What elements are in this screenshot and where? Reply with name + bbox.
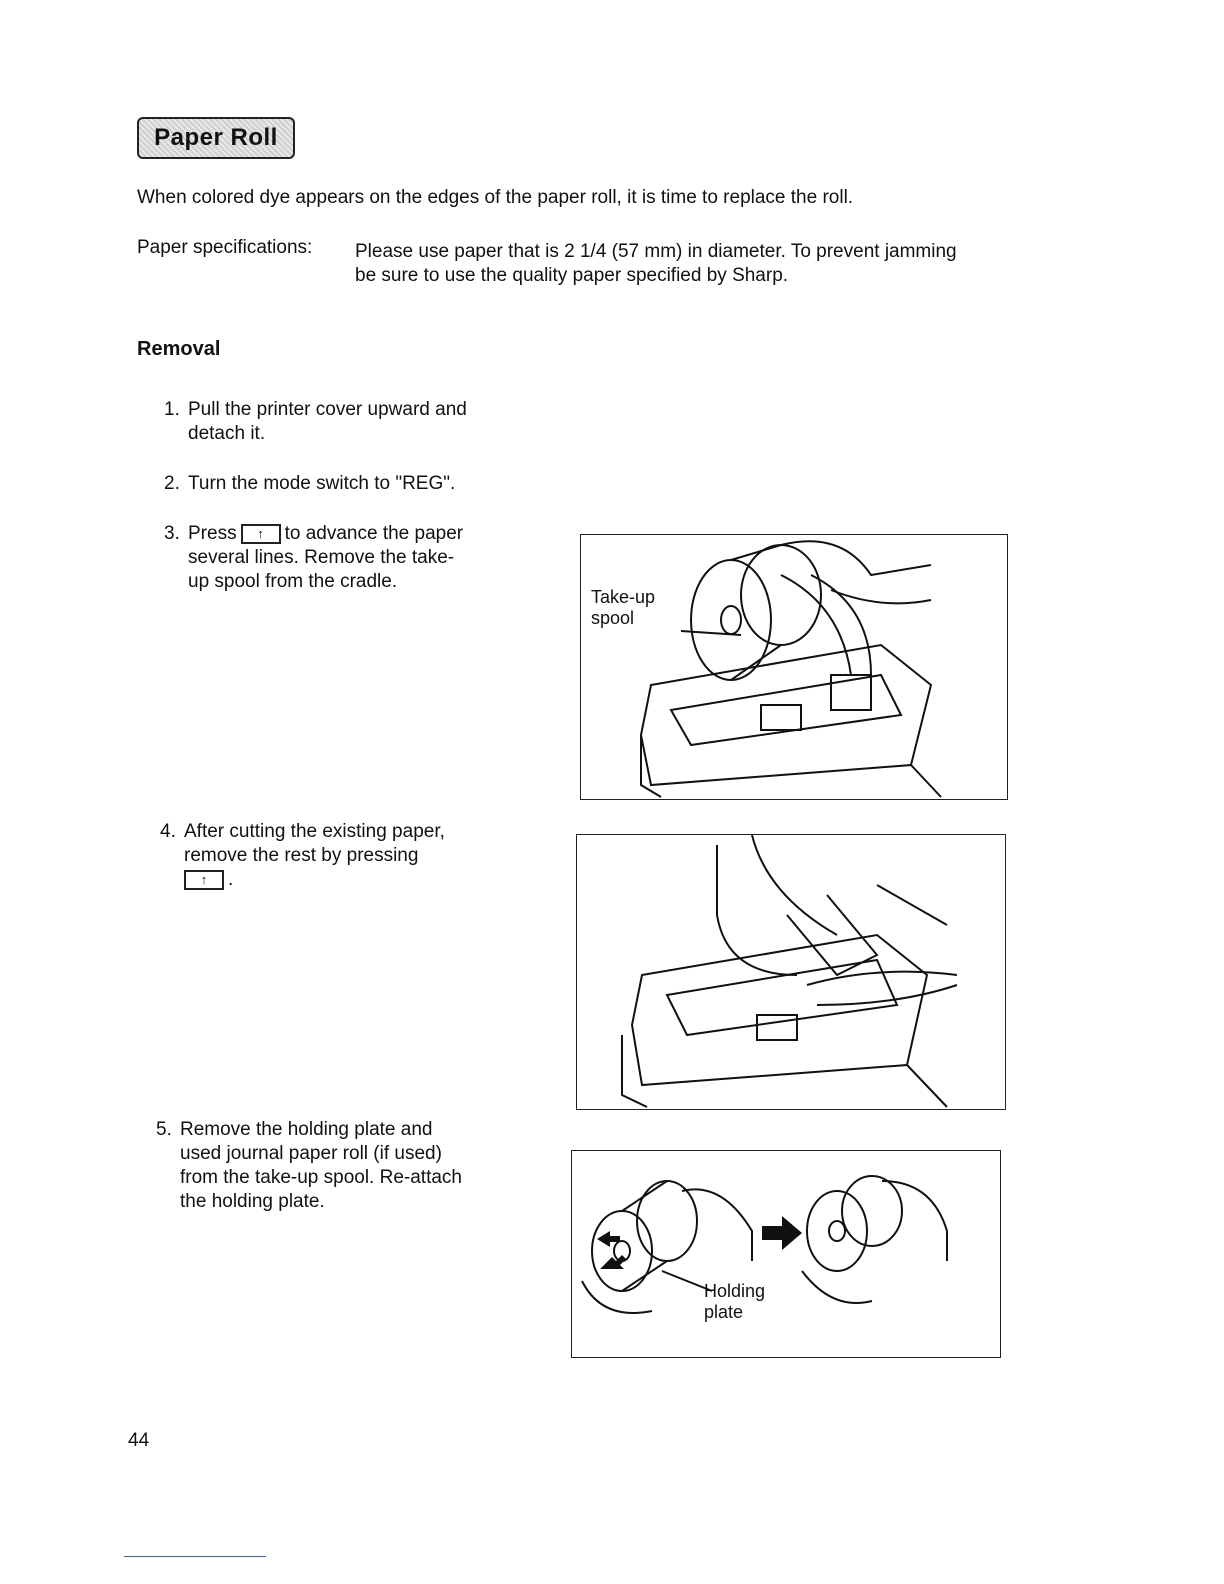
- bottom-rule: [124, 1556, 266, 1557]
- spec-label: Paper specifications:: [137, 237, 313, 258]
- spool-flange-back: [741, 545, 821, 645]
- center-block: [757, 1015, 797, 1040]
- figure-holding-plate: [571, 1150, 1001, 1358]
- section-title: Paper Roll: [137, 117, 295, 159]
- step-1-line-2: detach it.: [188, 423, 266, 444]
- step-4-end: .: [228, 869, 234, 890]
- center-block: [761, 705, 801, 730]
- printer-body: [641, 645, 931, 785]
- step-4: [160, 820, 540, 896]
- removal-heading: Removal: [137, 338, 221, 360]
- arrow-down-left-icon: [600, 1255, 626, 1269]
- step-1-number: 1.: [164, 399, 180, 420]
- spool-flange-front: [691, 560, 771, 680]
- right-hand: [882, 1181, 947, 1261]
- callout-holding-plate-line-1: Holding: [704, 1281, 766, 1301]
- step-5-line-1: Remove the holding plate and: [180, 1119, 433, 1140]
- callout-take-up-spool-line-2: spool: [591, 608, 635, 628]
- page-number: 44: [128, 1430, 150, 1451]
- callout-take-up-spool: [591, 587, 655, 629]
- callout-holding-plate: [704, 1281, 765, 1323]
- step-5-line-3: from the take-up spool. Re-attach: [180, 1167, 462, 1188]
- cradle: [667, 960, 897, 1035]
- callout-holding-plate-line-2: plate: [704, 1302, 744, 1322]
- figure-cut-paper: [576, 834, 1006, 1110]
- step-3: [164, 522, 544, 598]
- step-4-line-2: remove the rest by pressing: [184, 845, 419, 866]
- figure-take-up-spool: [580, 534, 1008, 800]
- left-spool-plate: [592, 1211, 652, 1291]
- printer-body: [632, 935, 927, 1085]
- step-3-after-key: to advance the paper: [284, 523, 464, 544]
- intro-text: When colored dye appears on the edges of the paper roll, it is time to replace the roll.: [137, 187, 854, 208]
- spec-line-2: be sure to use the quality paper specified by Sharp.: [355, 265, 789, 286]
- spec-text: [355, 240, 1035, 288]
- printer-illustration-1: [581, 535, 1007, 799]
- step-5: [156, 1118, 536, 1218]
- step-2-number: 2.: [164, 473, 180, 494]
- spool-illustration: [572, 1151, 1000, 1357]
- step-2: [164, 472, 544, 498]
- paper-feed-key-icon: ↑: [241, 524, 281, 544]
- step-3-line-2: several lines. Remove the take-: [188, 547, 455, 568]
- step-1: [164, 398, 544, 448]
- step-4-number: 4.: [160, 821, 176, 842]
- step-4-line-1: After cutting the existing paper,: [184, 821, 445, 842]
- arrow-right-icon: [762, 1216, 802, 1250]
- printer-illustration-2: [577, 835, 1005, 1109]
- step-3-number: 3.: [164, 523, 180, 544]
- step-5-number: 5.: [156, 1119, 172, 1140]
- paper-feed-key-icon: ↑: [184, 870, 224, 890]
- callout-take-up-spool-line-1: Take-up: [591, 587, 656, 607]
- right-spool: [807, 1191, 867, 1271]
- step-3-press: Press: [188, 523, 237, 544]
- spec-line-1: Please use paper that is 2 1/4 (57 mm) in diameter. To prevent jamming: [355, 241, 957, 262]
- hand-upper: [781, 541, 931, 575]
- step-1-line-1: Pull the printer cover upward and: [188, 399, 467, 420]
- step-2-line-1: Turn the mode switch to "REG".: [188, 473, 456, 494]
- step-5-line-4: the holding plate.: [180, 1191, 325, 1212]
- left-spool-back: [637, 1181, 697, 1261]
- step-3-line-3: up spool from the cradle.: [188, 571, 398, 592]
- step-5-line-2: used journal paper roll (if used): [180, 1143, 442, 1164]
